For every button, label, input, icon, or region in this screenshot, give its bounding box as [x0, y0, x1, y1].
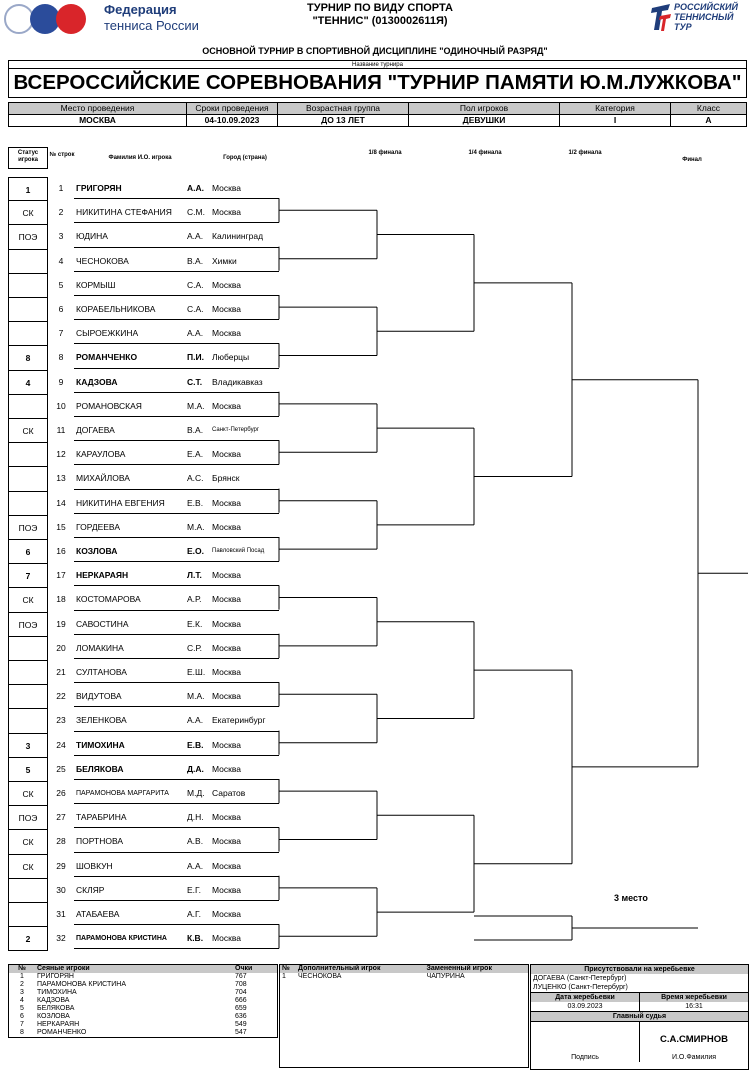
player-name: АТАБАЕВА: [76, 909, 120, 919]
player-initials: А.А.: [187, 328, 204, 339]
player-initials: М.А.: [187, 400, 205, 411]
seed-pts: 708: [235, 981, 247, 988]
player-initials: Е.О.: [187, 546, 205, 556]
player-city: Москва: [212, 739, 242, 750]
info-label: Класс: [671, 103, 747, 115]
player-city: Москва: [212, 304, 242, 314]
player-city: Москва: [212, 763, 242, 774]
player-name: ДОГАЕВА: [76, 425, 115, 435]
player-city: Саратов: [212, 788, 246, 798]
info-value: МОСКВА: [9, 115, 187, 127]
seed-pts: 704: [235, 989, 247, 996]
player-num: 8: [58, 352, 64, 363]
player-city: Москва: [212, 497, 242, 508]
draw-info: [530, 964, 749, 1070]
player-num: 12: [56, 449, 66, 460]
player-num: 28: [56, 836, 66, 847]
player-num: 10: [56, 400, 66, 411]
seed-name: ГРИГОРЯН: [37, 973, 74, 980]
player-status: 8: [8, 346, 48, 370]
info-value: А: [671, 115, 747, 127]
player-name: ТИМОХИНА: [76, 739, 125, 750]
seeds-table: [8, 964, 278, 1038]
player-city: Москва: [212, 909, 242, 919]
seed-n: 2: [20, 981, 24, 988]
seed-row: [9, 1021, 278, 1029]
player-status: ПОЭ: [8, 806, 48, 830]
rtt-line3: ТУР: [674, 22, 692, 32]
player-initials: Д.Н.: [187, 812, 204, 823]
fed-line1: Федерация: [104, 2, 177, 17]
player-name: НИКИТИНА ЕВГЕНИЯ: [76, 497, 165, 508]
player-status: СК: [8, 419, 48, 443]
player-status: 2: [8, 927, 48, 951]
player-name: СЫРОЕЖКИНА: [76, 328, 139, 339]
player-num: 31: [56, 909, 66, 919]
player-initials: В.А.: [187, 425, 204, 435]
player-initials: С.А.: [187, 279, 204, 290]
tournament-name-label: Название турнира: [8, 60, 747, 69]
player-num: 5: [58, 279, 64, 290]
seed-row: [9, 973, 278, 981]
extra-rep: ЧАПУРИНА: [426, 973, 465, 980]
player-status: СК: [8, 782, 48, 806]
player-num: 17: [56, 570, 66, 581]
player-num: 7: [58, 328, 64, 339]
player-num: 11: [56, 425, 66, 435]
seed-name: ТИМОХИНА: [37, 989, 77, 996]
player-city: Москва: [212, 183, 242, 193]
seed-row: [9, 1029, 278, 1038]
player-city: Москва: [212, 933, 242, 944]
player-name: ЮДИНА: [76, 231, 108, 242]
player-num: 30: [56, 884, 66, 895]
player-num: 15: [56, 521, 66, 532]
player-name: КОЗЛОВА: [76, 546, 118, 556]
player-status: СК: [8, 201, 48, 225]
seed-name: ПАРАМОНОВА КРИСТИНА: [37, 981, 127, 988]
player-city: Москва: [212, 618, 242, 629]
player-initials: А.Г.: [187, 909, 201, 919]
player-initials: Е.Г.: [187, 884, 201, 895]
player-initials: М.А.: [187, 691, 205, 702]
draw-judge: С.А.СМИРНОВ: [660, 1034, 728, 1045]
player-city: Москва: [212, 279, 242, 290]
draw-date: 03.09.2023: [531, 1002, 640, 1011]
seed-n: 1: [20, 973, 24, 980]
player-name: КОРАБЕЛЬНИКОВА: [76, 304, 156, 314]
seed-pts: 549: [235, 1021, 247, 1028]
info-value: 04-10.09.2023: [187, 115, 278, 127]
discipline: ОСНОВНОЙ ТУРНИР В СПОРТИВНОЙ ДИСЦИПЛИНЕ "ОДИНОЧНЫЙ РАЗРЯД": [202, 46, 548, 56]
player-initials: А.Р.: [187, 594, 202, 605]
extra-h-add: Дополнительный игрок: [298, 965, 381, 972]
player-name: КОСТОМАРОВА: [76, 594, 141, 605]
player-initials: Л.Т.: [187, 570, 202, 581]
seed-pts: 636: [235, 1013, 247, 1020]
player-city: Москва: [212, 328, 242, 339]
info-label: Пол игроков: [409, 103, 560, 115]
player-city: Москва: [212, 207, 242, 218]
col-r16: 1/8 финала: [368, 150, 402, 156]
seed-name: НЕРКАРАЯН: [37, 1021, 80, 1028]
player-status: ПОЭ: [8, 516, 48, 540]
player-name: ГРИГОРЯН: [76, 183, 122, 193]
player-num: 22: [56, 691, 66, 702]
seed-row: [9, 989, 278, 997]
player-initials: В.А.: [187, 255, 204, 266]
seed-n: 4: [20, 997, 24, 1004]
player-status: ПОЭ: [8, 225, 48, 249]
seed-name: РОМАНЧЕНКО: [37, 1029, 87, 1036]
seed-n: 3: [20, 989, 24, 996]
player-name: ГОРДЕЕВА: [76, 521, 120, 532]
player-initials: А.А.: [187, 715, 204, 726]
player-initials: А.А.: [187, 231, 204, 242]
info-label: Сроки проведения: [187, 103, 278, 115]
player-name: НЕРКАРАЯН: [76, 570, 129, 581]
player-city: Москва: [212, 691, 242, 702]
player-name: РОМАНЧЕНКО: [76, 352, 138, 363]
seed-pts: 666: [235, 997, 247, 1004]
seeds-h-pts: Очки: [235, 965, 253, 972]
seed-n: 8: [20, 1029, 24, 1036]
player-status: 1: [8, 177, 48, 201]
player-num: 26: [56, 788, 66, 798]
draw-present2: ЛУЦЕНКО (Санкт-Петербург): [531, 983, 748, 993]
player-status: 3: [8, 734, 48, 758]
player-city: Москва: [212, 836, 242, 847]
player-status: 6: [8, 540, 48, 564]
player-initials: Е.Ш.: [187, 667, 206, 677]
player-name: ЧЕСНОКОВА: [76, 255, 129, 266]
player-city: Санкт-Петербург: [212, 427, 260, 433]
player-num: 4: [58, 255, 64, 266]
player-num: 19: [56, 618, 66, 629]
player-city: Химки: [212, 255, 237, 266]
player-initials: Е.В.: [187, 497, 204, 508]
draw-judge-h: Главный судья: [531, 1012, 748, 1022]
player-name: РОМАНОВСКАЯ: [76, 400, 142, 411]
player-num: 20: [56, 642, 66, 653]
info-value: ДЕВУШКИ: [409, 115, 560, 127]
tournament-title: ВСЕРОССИЙСКИЕ СОРЕВНОВАНИЯ "ТУРНИР ПАМЯТИ Ю.М.ЛУЖКОВА": [8, 68, 747, 98]
draw-present1: ДОГАЕВА (Санкт-Петербург): [533, 975, 627, 982]
seed-n: 6: [20, 1013, 24, 1020]
player-initials: С.Р.: [187, 642, 202, 653]
player-city: Москва: [212, 860, 242, 871]
player-num: 2: [58, 207, 64, 218]
player-city: Владикавказ: [212, 376, 263, 387]
extra-num: 1: [282, 973, 286, 980]
player-name: КАДЗОВА: [76, 376, 118, 387]
player-status: 4: [8, 371, 48, 395]
player-initials: М.Д.: [187, 788, 205, 798]
player-name: САВОСТИНА: [76, 618, 129, 629]
player-name: МИХАЙЛОВА: [76, 473, 130, 484]
player-city: Павловский Посад: [212, 548, 265, 554]
player-city: Москва: [212, 812, 242, 823]
player-initials: П.И.: [187, 352, 204, 363]
player-name: ПАРАМОНОВА КРИСТИНА: [76, 935, 167, 943]
player-initials: С.А.: [187, 304, 204, 314]
info-value: ДО 13 ЛЕТ: [278, 115, 409, 127]
extra-add: ЧЕСНОКОВА: [298, 973, 342, 980]
player-num: 18: [56, 594, 66, 605]
player-name: ЗЕЛЕНКОВА: [76, 715, 127, 726]
player-num: 27: [56, 812, 66, 823]
player-num: 14: [56, 497, 66, 508]
info-label: Место проведения: [9, 103, 187, 115]
player-name: НИКИТИНА СТЕФАНИЯ: [76, 207, 172, 218]
player-num: 1: [58, 183, 64, 193]
sport-line1: ТУРНИР ПО ВИДУ СПОРТА: [307, 2, 453, 14]
seed-pts: 767: [235, 973, 247, 980]
player-city: Москва: [212, 642, 242, 653]
player-name: СКЛЯР: [76, 884, 105, 895]
seed-name: БЕЛЯКОВА: [37, 1005, 75, 1012]
seed-pts: 547: [235, 1029, 247, 1036]
player-name: ВИДУТОВА: [76, 691, 122, 702]
fed-line2: тенниса России: [104, 18, 199, 33]
seed-row: [9, 981, 278, 989]
player-initials: С.Т.: [187, 376, 203, 387]
player-num: 23: [56, 715, 66, 726]
player-status: 5: [8, 758, 48, 782]
seed-row: [9, 1005, 278, 1013]
draw-time: 16:31: [685, 1003, 703, 1010]
player-city: Москва: [212, 400, 242, 411]
player-city: Москва: [212, 594, 242, 605]
extra-table: [279, 964, 529, 1068]
player-status: СК: [8, 830, 48, 854]
player-city: Брянск: [212, 473, 240, 484]
player-city: Москва: [212, 521, 242, 532]
player-city: Москва: [212, 570, 242, 581]
player-status: СК: [8, 855, 48, 879]
player-initials: М.А.: [187, 521, 205, 532]
draw-date-h: Дата жеребьевки: [531, 993, 640, 1002]
player-initials: К.В.: [187, 933, 204, 944]
player-name: СУЛТАНОВА: [76, 667, 127, 677]
rtt-line1: РОССИЙСКИЙ: [674, 2, 738, 12]
draw-time-h: Время жеребьевки: [661, 994, 727, 1001]
player-city: Москва: [212, 884, 242, 895]
player-name: ЛОМАКИНА: [76, 642, 124, 653]
col-status: Статус игрока: [8, 147, 48, 169]
player-num: 21: [56, 667, 66, 677]
col-sf: 1/2 финала: [568, 150, 602, 156]
player-initials: Е.В.: [187, 739, 204, 750]
col-num: № строк: [49, 152, 75, 158]
player-city: Екатеринбург: [212, 715, 266, 726]
extra-h-rep: Замененный игрок: [426, 965, 492, 972]
player-city: Москва: [212, 667, 242, 677]
player-initials: А.С.: [187, 473, 204, 484]
col-city: Город (страна): [223, 155, 267, 161]
draw-sign: Подпись: [571, 1054, 599, 1061]
player-initials: Е.К.: [187, 618, 203, 629]
player-name: КОРМЫШ: [76, 279, 116, 290]
player-name: ПОРТНОВА: [76, 836, 124, 847]
info-label: Возрастная группа: [278, 103, 409, 115]
seed-name: КАДЗОВА: [37, 997, 70, 1004]
player-city: Люберцы: [212, 352, 250, 363]
player-num: 13: [56, 473, 66, 484]
draw-present-h: Присутствовали на жеребьевке: [531, 965, 748, 974]
player-initials: А.В.: [187, 836, 204, 847]
seed-row: [9, 997, 278, 1005]
player-name: КАРАУЛОВА: [76, 449, 126, 460]
extra-h-num: №: [282, 965, 290, 972]
player-initials: Е.А.: [187, 449, 204, 460]
player-initials: Д.А.: [187, 763, 204, 774]
seeds-h-name: Сеяные игроки: [37, 965, 90, 972]
player-num: 32: [56, 933, 66, 944]
player-initials: С.М.: [187, 207, 205, 218]
player-status: ПОЭ: [8, 613, 48, 637]
player-initials: А.А.: [187, 860, 204, 871]
info-label: Категория: [560, 103, 671, 115]
player-status: СК: [8, 588, 48, 612]
rtt-line2: ТЕННИСНЫЙ: [674, 12, 734, 22]
player-num: 3: [58, 231, 64, 242]
seed-name: КОЗЛОВА: [37, 1013, 70, 1020]
player-city: Москва: [212, 449, 242, 460]
player-name: ПАРАМОНОВА МАРГАРИТА: [76, 790, 169, 797]
player-name: БЕЛЯКОВА: [76, 763, 124, 774]
player-num: 25: [56, 763, 66, 774]
col-qf: 1/4 финала: [468, 150, 502, 156]
player-num: 9: [58, 376, 64, 387]
player-num: 16: [56, 546, 66, 556]
seed-row: [9, 1013, 278, 1021]
player-name: ТАРАБРИНА: [76, 812, 127, 823]
seed-pts: 659: [235, 1005, 247, 1012]
col-name: Фамилия И.О. игрока: [108, 155, 172, 161]
player-initials: А.А.: [187, 183, 204, 193]
player-name: ШОВКУН: [76, 860, 113, 871]
player-num: 29: [56, 860, 66, 871]
player-num: 6: [58, 304, 64, 314]
player-city: Калининград: [212, 231, 264, 242]
player-status: 7: [8, 564, 48, 588]
draw-fio: И.О.Фамилия: [671, 1054, 717, 1061]
third-place-label: 3 место: [614, 893, 648, 903]
seeds-h-num: №: [18, 965, 26, 972]
seed-n: 5: [20, 1005, 24, 1012]
info-value: I: [560, 115, 671, 127]
seed-n: 7: [20, 1021, 24, 1028]
player-num: 24: [56, 739, 66, 750]
col-final: Финал: [682, 157, 702, 163]
sport-line2: "ТЕННИС" (0130002611Я): [312, 15, 448, 27]
